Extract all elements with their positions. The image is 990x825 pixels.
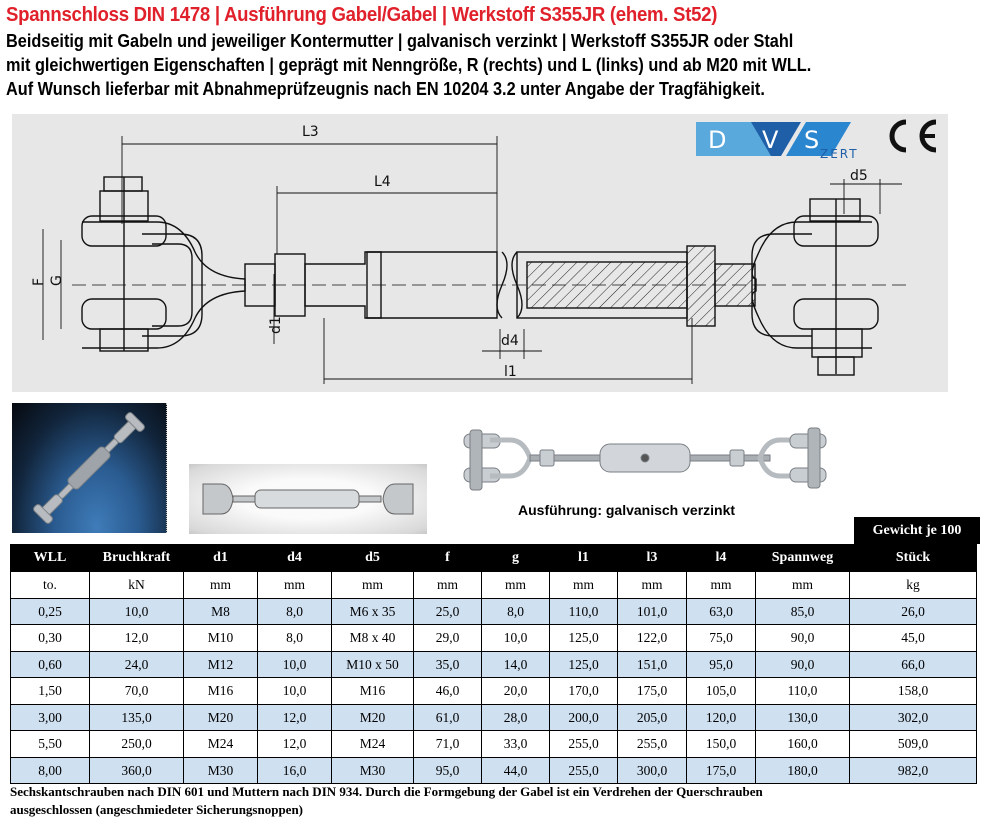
cell-d1: M30 xyxy=(184,757,258,784)
cell-wll: 0,60 xyxy=(11,651,90,678)
unit-cell: mm xyxy=(687,571,756,598)
cell-gewicht: 158,0 xyxy=(850,678,977,705)
cell-f: 61,0 xyxy=(414,704,482,731)
table-row xyxy=(11,598,977,625)
unit-cell: mm xyxy=(550,571,618,598)
cell-spannweg: 90,0 xyxy=(756,625,850,652)
svg-text:V: V xyxy=(762,126,779,154)
unit-cell: mm xyxy=(414,571,482,598)
cell-d5: M10 x 50 xyxy=(332,651,414,678)
cell-d4: 12,0 xyxy=(258,704,332,731)
cell-bruchkraft: 10,0 xyxy=(90,598,184,625)
cell-l1: 170,0 xyxy=(550,678,618,705)
cell-wll: 5,50 xyxy=(11,731,90,758)
cell-d4: 8,0 xyxy=(258,598,332,625)
cell-l4: 95,0 xyxy=(687,651,756,678)
description-line-2: mit gleichwertigen Eigenschaften | geprägt mit Nenngröße, R (rechts) und L (links) und ab M20 mit WLL. xyxy=(6,55,812,75)
cell-bruchkraft: 360,0 xyxy=(90,757,184,784)
table-header-row xyxy=(11,545,977,572)
unit-cell: mm xyxy=(184,571,258,598)
svg-text:d5: d5 xyxy=(850,168,868,184)
cell-d1: M24 xyxy=(184,731,258,758)
cell-gewicht: 26,0 xyxy=(850,598,977,625)
cell-l3: 101,0 xyxy=(618,598,687,625)
cell-d4: 10,0 xyxy=(258,651,332,678)
cell-g: 33,0 xyxy=(482,731,550,758)
photo-caption: Ausführung: galvanisch verzinkt xyxy=(518,502,736,518)
cell-bruchkraft: 70,0 xyxy=(90,678,184,705)
column-header: d1 xyxy=(184,545,258,572)
table-row xyxy=(11,678,977,705)
cell-l3: 151,0 xyxy=(618,651,687,678)
cell-d4: 16,0 xyxy=(258,757,332,784)
cell-l1: 110,0 xyxy=(550,598,618,625)
unit-cell: mm xyxy=(332,571,414,598)
cell-bruchkraft: 12,0 xyxy=(90,625,184,652)
cell-d5: M20 xyxy=(332,704,414,731)
unit-cell: kg xyxy=(850,571,977,598)
column-header: l1 xyxy=(550,545,618,572)
table-row xyxy=(11,757,977,784)
cell-l3: 122,0 xyxy=(618,625,687,652)
cell-l4: 150,0 xyxy=(687,731,756,758)
svg-text:d4: d4 xyxy=(501,333,519,349)
cell-wll: 8,00 xyxy=(11,757,90,784)
cell-l1: 200,0 xyxy=(550,704,618,731)
unit-cell: mm xyxy=(756,571,850,598)
description-line-1: Beidseitig mit Gabeln und jeweiliger Kontermutter | galvanisch verzinkt | Werkstoff S355JR oder Stahl xyxy=(6,31,794,51)
cell-l3: 255,0 xyxy=(618,731,687,758)
cell-d4: 10,0 xyxy=(258,678,332,705)
svg-text:S: S xyxy=(804,126,820,154)
product-photo-dark xyxy=(12,403,167,533)
svg-text:F: F xyxy=(31,277,47,286)
cell-d4: 12,0 xyxy=(258,731,332,758)
column-header: Spannweg xyxy=(756,545,850,572)
column-header: l4 xyxy=(687,545,756,572)
cell-spannweg: 130,0 xyxy=(756,704,850,731)
column-header: Stück xyxy=(850,545,977,572)
unit-cell: mm xyxy=(618,571,687,598)
table-unit-row xyxy=(11,571,977,598)
weight-header-top: Gewicht je 100 xyxy=(854,517,980,544)
cell-bruchkraft: 24,0 xyxy=(90,651,184,678)
page-title: Spannschloss DIN 1478 | Ausführung Gabel/Gabel | Werkstoff S355JR (ehem. St52) xyxy=(6,4,718,26)
footnote xyxy=(10,783,763,819)
cell-gewicht: 45,0 xyxy=(850,625,977,652)
cell-d5: M16 xyxy=(332,678,414,705)
product-photo-light xyxy=(189,464,427,534)
cell-d5: M24 xyxy=(332,731,414,758)
column-header: l3 xyxy=(618,545,687,572)
cell-d5: M30 xyxy=(332,757,414,784)
cell-gewicht: 302,0 xyxy=(850,704,977,731)
unit-cell: to. xyxy=(11,571,90,598)
cell-d5: M8 x 40 xyxy=(332,625,414,652)
cell-wll: 0,25 xyxy=(11,598,90,625)
cell-l1: 255,0 xyxy=(550,757,618,784)
description-line-3: Auf Wunsch lieferbar mit Abnahmeprüfzeugnis nach EN 10204 3.2 unter Angabe der Tragfähigkeit. xyxy=(6,79,765,99)
svg-text:G: G xyxy=(49,275,65,286)
table-row xyxy=(11,731,977,758)
column-header: d5 xyxy=(332,545,414,572)
cell-spannweg: 85,0 xyxy=(756,598,850,625)
cell-wll: 0,30 xyxy=(11,625,90,652)
cell-spannweg: 180,0 xyxy=(756,757,850,784)
svg-text:L3: L3 xyxy=(302,124,319,140)
spec-table xyxy=(10,544,977,784)
footnote-line-2: ausgeschlossen (angeschmiedeter Sicherungsnoppen) xyxy=(10,802,304,817)
cell-f: 25,0 xyxy=(414,598,482,625)
column-header: f xyxy=(414,545,482,572)
cell-bruchkraft: 250,0 xyxy=(90,731,184,758)
svg-text:l1: l1 xyxy=(504,364,517,380)
cell-l3: 175,0 xyxy=(618,678,687,705)
cell-d1: M16 xyxy=(184,678,258,705)
cell-wll: 3,00 xyxy=(11,704,90,731)
cell-d1: M8 xyxy=(184,598,258,625)
dvs-zert-logo xyxy=(696,118,866,160)
cell-l4: 105,0 xyxy=(687,678,756,705)
cell-spannweg: 110,0 xyxy=(756,678,850,705)
cell-gewicht: 509,0 xyxy=(850,731,977,758)
column-header: Bruchkraft xyxy=(90,545,184,572)
column-header: d4 xyxy=(258,545,332,572)
cell-bruchkraft: 135,0 xyxy=(90,704,184,731)
cell-gewicht: 66,0 xyxy=(850,651,977,678)
product-photo-galvanized xyxy=(450,420,840,500)
cell-g: 14,0 xyxy=(482,651,550,678)
cell-d1: M12 xyxy=(184,651,258,678)
cell-g: 28,0 xyxy=(482,704,550,731)
ce-mark-logo xyxy=(880,114,942,158)
svg-text:D: D xyxy=(708,126,727,154)
cell-g: 10,0 xyxy=(482,625,550,652)
cell-f: 71,0 xyxy=(414,731,482,758)
cell-l3: 205,0 xyxy=(618,704,687,731)
cell-l3: 300,0 xyxy=(618,757,687,784)
cell-l4: 63,0 xyxy=(687,598,756,625)
cell-d5: M6 x 35 xyxy=(332,598,414,625)
svg-text:ZERT: ZERT xyxy=(820,147,859,160)
svg-text:d1: d1 xyxy=(268,316,284,334)
cell-l1: 125,0 xyxy=(550,651,618,678)
cell-f: 35,0 xyxy=(414,651,482,678)
footnote-line-1: Sechskantschrauben nach DIN 601 und Muttern nach DIN 934. Durch die Formgebung der Gabel ist ein Verdrehen der Querschrauben xyxy=(10,784,763,799)
cell-l4: 75,0 xyxy=(687,625,756,652)
cell-d1: M20 xyxy=(184,704,258,731)
cell-f: 95,0 xyxy=(414,757,482,784)
unit-cell: mm xyxy=(482,571,550,598)
table-row xyxy=(11,651,977,678)
cell-l1: 125,0 xyxy=(550,625,618,652)
unit-cell: kN xyxy=(90,571,184,598)
cell-g: 20,0 xyxy=(482,678,550,705)
cell-l1: 255,0 xyxy=(550,731,618,758)
table-row xyxy=(11,704,977,731)
cell-g: 44,0 xyxy=(482,757,550,784)
cell-wll: 1,50 xyxy=(11,678,90,705)
column-header: WLL xyxy=(11,545,90,572)
svg-text:L4: L4 xyxy=(374,174,391,190)
cell-gewicht: 982,0 xyxy=(850,757,977,784)
cell-d1: M10 xyxy=(184,625,258,652)
cell-f: 29,0 xyxy=(414,625,482,652)
cell-f: 46,0 xyxy=(414,678,482,705)
unit-cell: mm xyxy=(258,571,332,598)
column-header: g xyxy=(482,545,550,572)
cell-l4: 175,0 xyxy=(687,757,756,784)
cell-l4: 120,0 xyxy=(687,704,756,731)
cell-spannweg: 160,0 xyxy=(756,731,850,758)
cell-spannweg: 90,0 xyxy=(756,651,850,678)
cell-g: 8,0 xyxy=(482,598,550,625)
table-row xyxy=(11,625,977,652)
cell-d4: 8,0 xyxy=(258,625,332,652)
